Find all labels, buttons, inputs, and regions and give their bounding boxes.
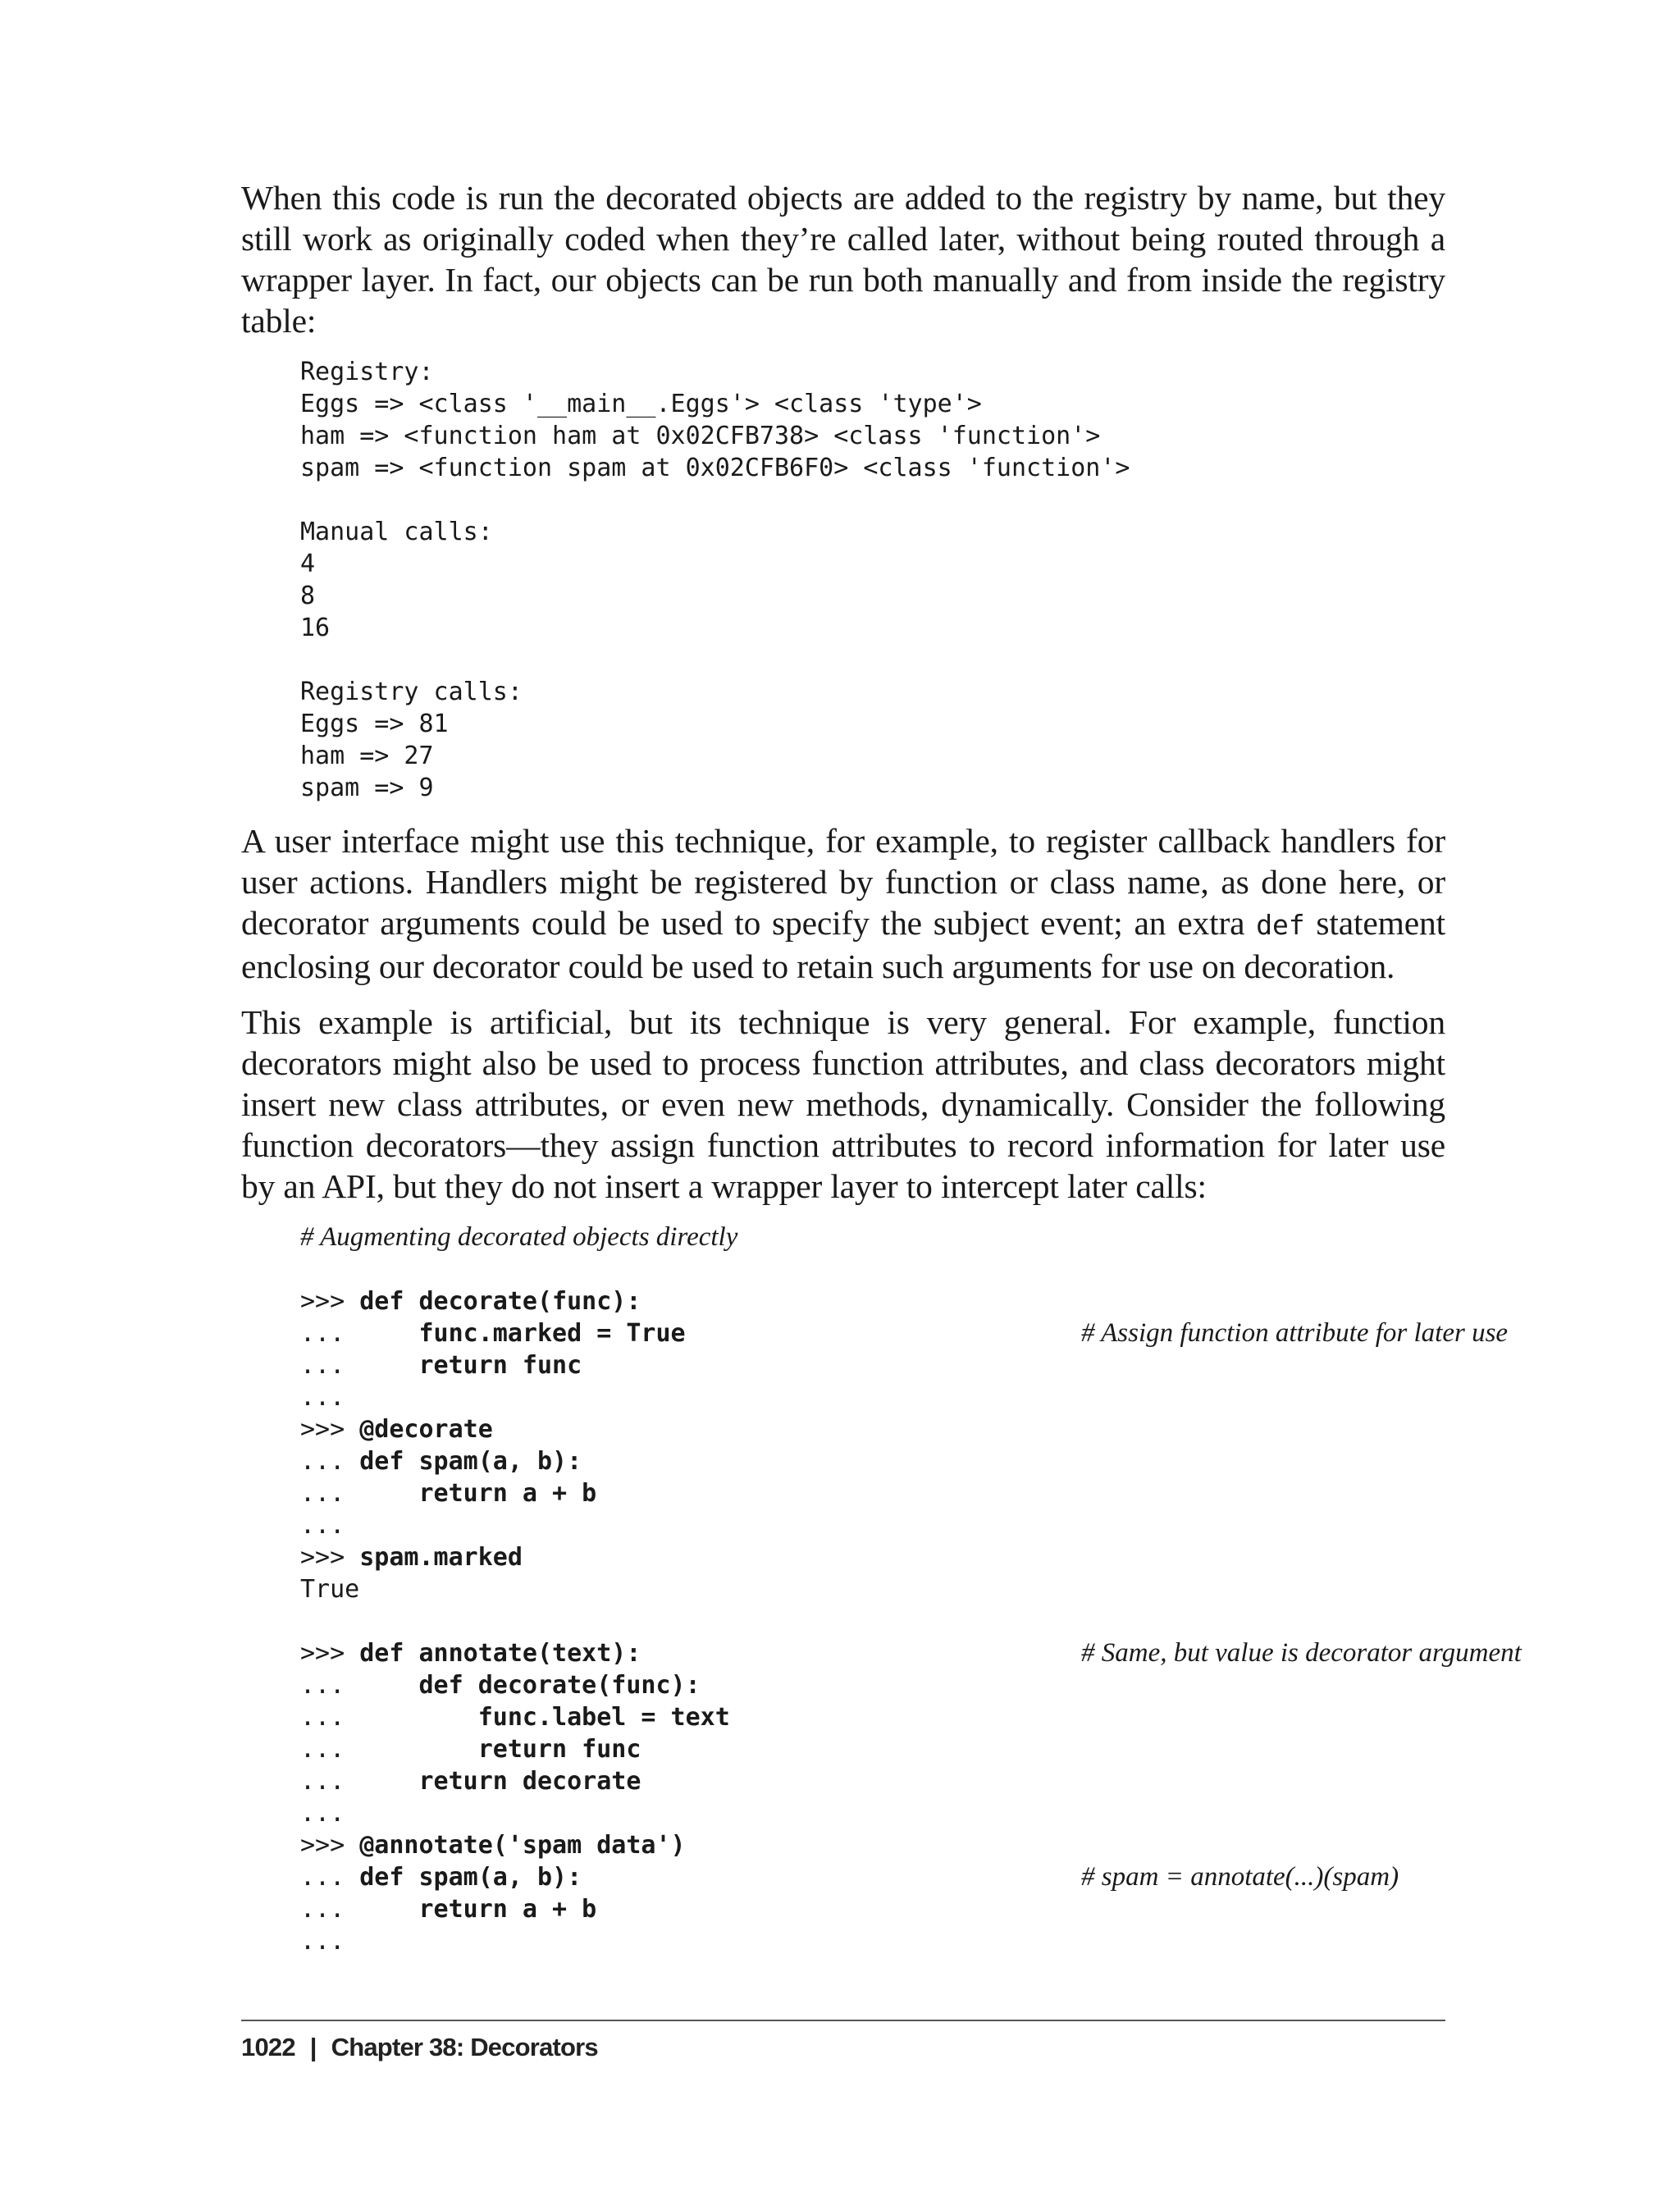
- code-statement: spam.marked: [359, 1543, 523, 1572]
- inline-code-def: def: [1256, 909, 1305, 941]
- code-line: [300, 1285, 1445, 1317]
- code-header-comment: # Augmenting decorated objects directly: [300, 1222, 738, 1252]
- code-prompt: >>>: [300, 1287, 360, 1316]
- code-line: [300, 1541, 1445, 1573]
- code-line: [300, 1445, 1445, 1477]
- code-statement: @decorate: [359, 1415, 493, 1444]
- output-line: Eggs => <class '__main__.Eggs'> <class 'type'>: [300, 390, 982, 418]
- code-prompt: >>>: [300, 1543, 360, 1572]
- output-line: Manual calls:: [300, 518, 493, 546]
- code-line: [300, 1765, 1445, 1797]
- output-line: Registry:: [300, 358, 434, 386]
- code-line: [300, 1829, 1445, 1861]
- code-prompt: ...: [300, 1447, 360, 1476]
- code-line: [300, 1861, 1445, 1893]
- code-prompt: >>>: [300, 1831, 360, 1860]
- paragraph-general-technique: This example is artificial, but its technique is very general. For example, function decorators might also be used to process function attributes, and class decorators might insert new class attributes, or even new methods, dynamically. Consider the following function decorators—they assign function attributes to record information for later use by an API, but they do not insert a wrapper layer to intercept later calls:: [241, 1003, 1445, 1205]
- code-line: [300, 1477, 1445, 1509]
- code-statement: return a + b: [418, 1479, 597, 1508]
- code-line: [300, 1701, 1445, 1733]
- code-statement: func.marked = True: [418, 1319, 686, 1348]
- code-statement: def decorate(func):: [359, 1287, 641, 1316]
- code-line: [300, 1637, 1522, 1669]
- output-line: 4: [300, 550, 316, 578]
- page-number: 1022: [241, 2033, 295, 2061]
- code-prompt: ...: [300, 1479, 419, 1508]
- code-comment: # spam = annotate(...)(spam): [1081, 1862, 1399, 1892]
- output-line: 8: [300, 582, 316, 610]
- output-line: 16: [300, 614, 331, 642]
- code-line: [300, 1349, 1445, 1381]
- code-prompt: ...: [300, 1927, 345, 1956]
- decorator-code-wrap: [241, 1221, 1522, 1957]
- code-statement: return func: [418, 1351, 582, 1380]
- code-blank-line: [300, 1253, 1445, 1285]
- code-prompt: ...: [300, 1351, 419, 1380]
- code-statement: return func: [477, 1735, 641, 1764]
- code-line: [300, 1573, 1445, 1605]
- output-line: ham => 27: [300, 742, 434, 770]
- footer-rule: [241, 2020, 1445, 2021]
- paragraph-text: A user interface might use this technique, for example, to register callback handlers for user actions. Handlers might be registered by function or class name, as done here, or decorator arguments could be used to specify the subject event; an extra: [241, 822, 1445, 942]
- paragraph-text: statement enclosing our decorator could be used to retain such arguments for use on decoration.: [241, 904, 1445, 985]
- code-statement: func.label = text: [477, 1703, 730, 1732]
- code-statement: def annotate(text):: [359, 1639, 641, 1668]
- code-line: [300, 1317, 1509, 1349]
- code-line: [300, 1413, 1445, 1445]
- code-statement: def spam(a, b):: [359, 1863, 582, 1892]
- code-line: [300, 1733, 1445, 1765]
- code-prompt: ...: [300, 1319, 419, 1348]
- paragraph-intro: When this code is run the decorated objects are added to the registry by name, but they still work as originally coded when they’re called later, without being routed through a wrapper layer. In fact, our objects can be run both manually and from inside the registry table:: [241, 179, 1445, 340]
- code-comment: # Same, but value is decorator argument: [1081, 1638, 1522, 1668]
- code-prompt: ...: [300, 1703, 478, 1732]
- page-footer: [241, 2033, 598, 2062]
- code-prompt: ...: [300, 1671, 419, 1700]
- code-line: [300, 1925, 1445, 1957]
- code-prompt: >>>: [300, 1639, 360, 1668]
- code-prompt: ...: [300, 1511, 345, 1540]
- output-line: [300, 484, 1445, 516]
- code-statement: def decorate(func):: [418, 1671, 701, 1700]
- decorator-code-block: [300, 1221, 1522, 1957]
- chapter-title: Chapter 38: Decorators: [331, 2033, 598, 2061]
- code-prompt: True: [300, 1575, 360, 1604]
- output-line: ham => <function ham at 0x02CFB738> <class 'function'>: [300, 422, 1101, 450]
- code-line: [300, 1893, 1445, 1925]
- code-line: [300, 1669, 1445, 1701]
- code-prompt: ...: [300, 1799, 345, 1828]
- output-line: [300, 644, 1445, 676]
- code-prompt: >>>: [300, 1415, 360, 1444]
- code-line: [300, 1797, 1445, 1829]
- code-line: [300, 1605, 1445, 1637]
- code-prompt: ...: [300, 1735, 478, 1764]
- code-statement: def spam(a, b):: [359, 1447, 582, 1476]
- paragraph-ui-technique: [241, 820, 1445, 987]
- code-statement: return a + b: [418, 1895, 597, 1924]
- code-line: [300, 1381, 1445, 1413]
- code-prompt: ...: [300, 1383, 345, 1412]
- code-comment: # Assign function attribute for later use: [1081, 1318, 1509, 1348]
- code-statement: @annotate('spam data'): [359, 1831, 686, 1860]
- code-statement: return decorate: [418, 1767, 641, 1796]
- footer-separator: |: [309, 2033, 317, 2061]
- code-line: [300, 1509, 1445, 1541]
- code-prompt: ...: [300, 1863, 360, 1892]
- code-prompt: ...: [300, 1767, 419, 1796]
- output-line: spam => <function spam at 0x02CFB6F0> <class 'function'>: [300, 454, 1130, 482]
- registry-output-block: [300, 356, 1445, 804]
- code-prompt: ...: [300, 1895, 419, 1924]
- page-content: [241, 177, 1522, 1974]
- output-line: Registry calls:: [300, 678, 523, 706]
- output-line: Eggs => 81: [300, 710, 449, 738]
- output-line: spam => 9: [300, 774, 434, 802]
